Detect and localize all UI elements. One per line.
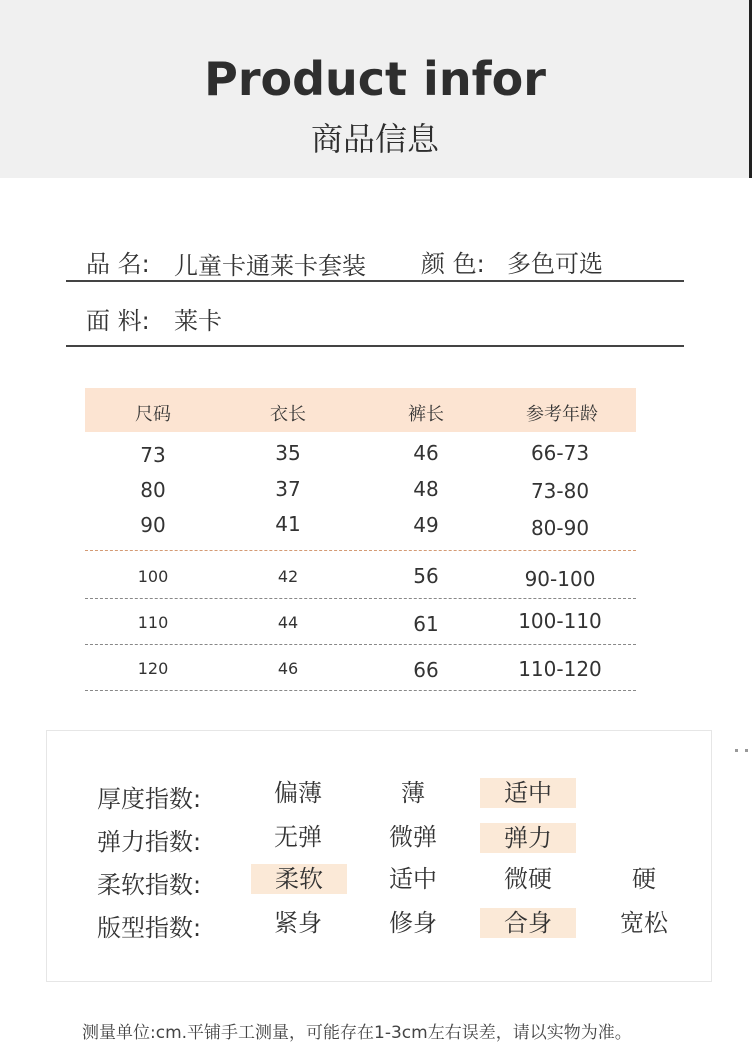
size-cell: 100 [137,567,169,586]
product-name-value: 儿童卡通莱卡套装 [174,252,366,280]
size-cell: 73 [140,443,166,467]
row-divider [85,690,636,691]
softness-option-selected: 柔软 [251,864,347,894]
elasticity-option: 无弹 [274,823,322,851]
size-cell: 49 [413,513,439,537]
size-cell: 90-100 [524,567,596,591]
thickness-option: 薄 [401,779,425,807]
fit-option: 紧身 [274,909,322,937]
row-divider [85,550,636,551]
size-cell: 110 [137,613,169,632]
size-cell: 80-90 [530,516,590,540]
size-cell: 42 [277,567,299,586]
color-label: 颜 色: [421,250,485,278]
row-divider [85,644,636,645]
softness-option: 硬 [632,865,656,893]
size-cell: 46 [277,659,299,678]
size-cell: 41 [275,512,301,536]
size-cell: 56 [413,564,439,588]
size-header-cell: 尺码 [135,404,171,425]
size-cell: 46 [413,441,439,465]
size-cell: 66 [413,658,439,682]
size-cell: 44 [277,613,299,632]
elasticity-option: 微弹 [389,823,437,851]
fit-option: 宽松 [620,909,668,937]
thickness-option: 偏薄 [274,779,322,807]
fit-option: 修身 [389,909,437,937]
size-cell: 80 [140,478,166,502]
size-header-cell: 衣长 [270,404,306,425]
page-title-en: Product infor [204,52,546,106]
size-header-cell: 参考年龄 [526,404,598,425]
thickness-option-selected: 适中 [480,778,576,808]
elasticity-option-selected: 弹力 [480,823,576,853]
size-cell: 61 [413,612,439,636]
fabric-value: 莱卡 [174,307,222,335]
page-title-cn: 商品信息 [310,120,439,158]
fit-option-selected: 合身 [480,908,576,938]
size-cell: 100-110 [518,609,602,633]
measurement-footnote: 测量单位:cm.平铺手工测量，可能存在1-3cm左右误差，请以实物为准。 [82,1023,632,1043]
fit-index-label: 版型指数: [97,914,202,942]
size-cell: 73-80 [530,479,590,503]
size-cell: 90 [140,513,166,537]
size-cell: 35 [275,441,301,465]
softness-option: 适中 [389,865,437,893]
size-cell: 48 [413,477,439,501]
size-cell: 66-73 [530,441,590,465]
size-cell: 37 [275,477,301,501]
row-divider [85,598,636,599]
decorative-speck [735,749,738,752]
size-cell: 110-120 [518,657,602,681]
size-header-cell: 裤长 [408,404,444,425]
product-name-label: 品 名: [86,250,150,278]
info-divider [66,345,684,347]
softness-index-label: 柔软指数: [97,871,202,899]
fabric-label: 面 料: [86,307,150,335]
decorative-speck [745,749,748,752]
color-value: 多色可选 [507,250,603,278]
elasticity-index-label: 弹力指数: [97,828,202,856]
info-divider [66,280,684,282]
softness-option: 微硬 [504,865,552,893]
size-cell: 120 [137,659,169,678]
thickness-index-label: 厚度指数: [97,785,202,813]
